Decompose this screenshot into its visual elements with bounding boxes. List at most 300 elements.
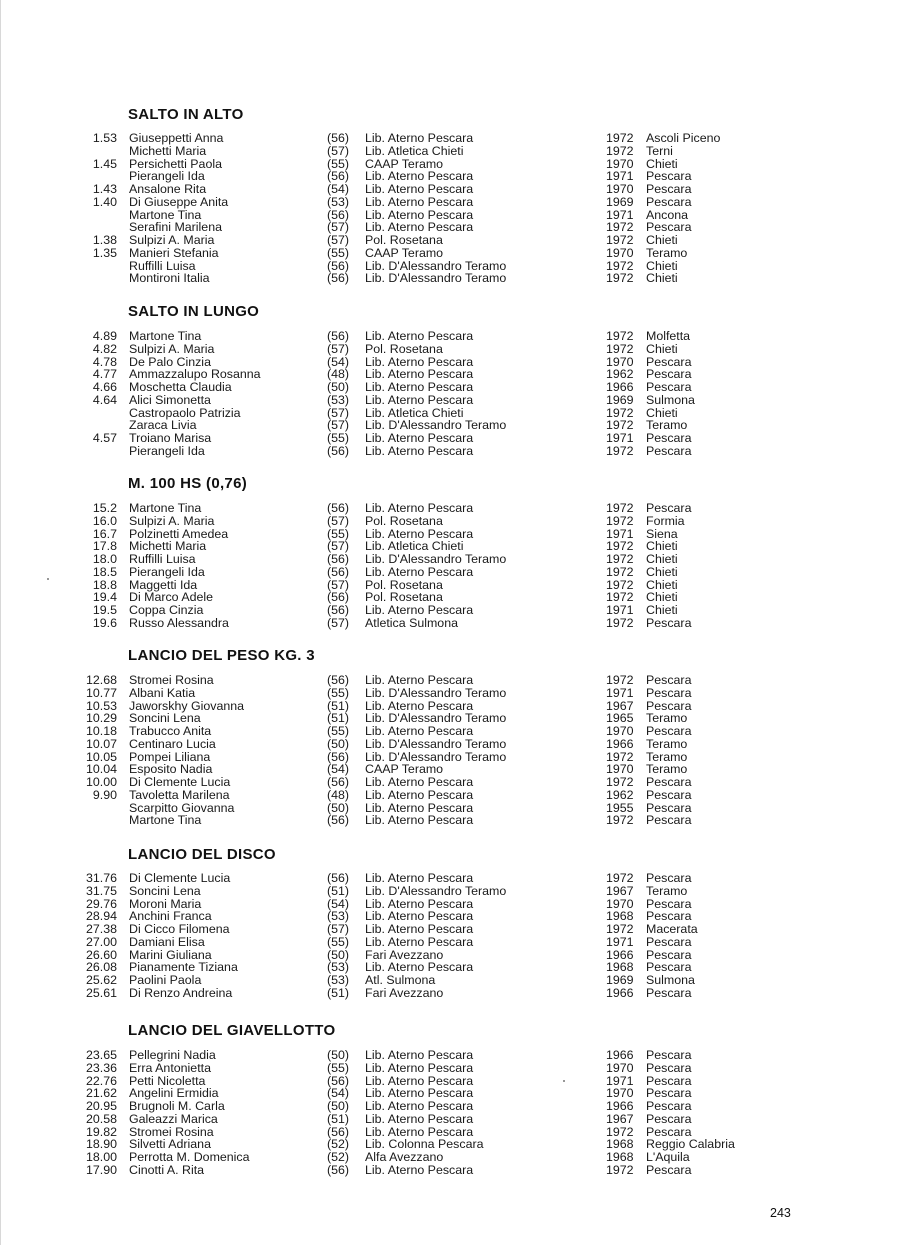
athlete-name: Centinaro Lucia — [129, 736, 216, 751]
result-year: 1972 — [606, 673, 634, 687]
birth-year: (53) — [327, 960, 350, 975]
performance: 15.2 — [92, 501, 117, 515]
venue: Pescara — [646, 367, 692, 382]
performance: 4.66 — [92, 380, 117, 394]
section-title: SALTO IN LUNGO — [128, 303, 260, 320]
venue: Pescara — [646, 909, 692, 924]
club: Pol. Rosetana — [365, 513, 443, 528]
result-year: 1972 — [606, 405, 634, 420]
section-title: LANCIO DEL PESO KG. 3 — [128, 647, 315, 664]
result-row — [0, 885, 900, 898]
birth-year: (56) — [327, 207, 350, 222]
club: Alfa Avezzano — [365, 1150, 444, 1164]
result-row — [0, 1062, 900, 1075]
venue: Molfetta — [646, 329, 691, 343]
club: Lib. D'Alessandro Teramo — [365, 685, 507, 700]
club: Lib. D'Alessandro Teramo — [365, 271, 507, 286]
birth-year: (55) — [327, 245, 350, 260]
result-year: 1966 — [606, 1048, 634, 1062]
birth-year: (56) — [327, 443, 350, 458]
club: Lib. Aterno Pescara — [365, 603, 474, 617]
result-year: 1970 — [606, 1060, 634, 1075]
result-row — [0, 1164, 900, 1177]
performance: 1.45 — [92, 156, 117, 171]
club: Lib. Aterno Pescara — [365, 724, 474, 738]
athlete-name: Erra Antonietta — [129, 1060, 211, 1075]
result-year: 1970 — [606, 182, 634, 196]
result-year: 1969 — [606, 973, 634, 987]
athlete-name: Di Renzo Andreina — [129, 985, 233, 1000]
club: Lib. D'Alessandro Teramo — [365, 418, 507, 433]
section-title: M. 100 HS (0,76) — [128, 475, 248, 492]
club: Lib. Aterno Pescara — [365, 220, 474, 235]
venue: Chieti — [646, 271, 678, 286]
performance: 28.94 — [85, 909, 117, 924]
birth-year: (50) — [327, 380, 350, 394]
result-year: 1962 — [606, 367, 634, 382]
result-year: 1971 — [606, 1073, 634, 1088]
result-row — [0, 987, 900, 1000]
venue: Pescara — [646, 685, 692, 700]
result-year: 1972 — [606, 233, 634, 247]
result-year: 1972 — [606, 552, 634, 566]
athlete-name: Moroni Maria — [129, 896, 202, 911]
athlete-name: Montironi Italia — [129, 271, 210, 286]
birth-year: (53) — [327, 392, 350, 407]
club: Lib. Aterno Pescara — [365, 131, 474, 145]
result-year: 1972 — [606, 143, 634, 158]
result-year: 1970 — [606, 762, 634, 777]
birth-year: (56) — [327, 1124, 350, 1139]
club: Lib. Atletica Chieti — [365, 539, 464, 554]
athlete-name: Troiano Marisa — [129, 431, 212, 445]
club: Lib. Aterno Pescara — [365, 329, 474, 343]
birth-year: (51) — [327, 711, 350, 726]
birth-year: (50) — [327, 947, 350, 962]
birth-year: (57) — [327, 143, 350, 158]
athlete-name: Ruffilli Luisa — [129, 258, 196, 273]
athlete-name: Pompei Liliana — [129, 749, 211, 764]
venue: Pescara — [646, 443, 692, 458]
result-year: 1967 — [606, 1111, 634, 1126]
birth-year: (56) — [327, 871, 350, 885]
athlete-name: Serafini Marilena — [129, 220, 222, 235]
athlete-name: Pierangeli Ida — [129, 443, 205, 458]
result-year: 1970 — [606, 245, 634, 260]
birth-year: (55) — [327, 934, 350, 949]
performance: 12.68 — [85, 673, 117, 687]
result-year: 1965 — [606, 711, 634, 726]
club: Lib. Aterno Pescara — [365, 1162, 474, 1177]
birth-year: (55) — [327, 1060, 350, 1075]
birth-year: (50) — [327, 1048, 350, 1062]
birth-year: (51) — [327, 1111, 350, 1126]
birth-year: (48) — [327, 367, 350, 382]
page-number: 243 — [770, 1206, 791, 1220]
athlete-name: Moschetta Claudia — [129, 380, 232, 394]
athlete-name: Coppa Cinzia — [129, 603, 204, 617]
athlete-name: Ansalone Rita — [129, 182, 207, 196]
club: Lib. Aterno Pescara — [365, 813, 474, 828]
performance: 27.38 — [85, 922, 117, 936]
performance: 1.40 — [92, 194, 117, 209]
result-year: 1970 — [606, 156, 634, 171]
birth-year: (56) — [327, 169, 350, 184]
club: Lib. Atletica Chieti — [365, 143, 464, 158]
athlete-name: Cinotti A. Rita — [129, 1162, 205, 1177]
venue: Chieti — [646, 258, 678, 273]
club: Lib. Aterno Pescara — [365, 1124, 474, 1139]
athlete-name: Michetti Maria — [129, 143, 207, 158]
result-year: 1966 — [606, 985, 634, 1000]
venue: Pescara — [646, 934, 692, 949]
performance: 10.04 — [85, 762, 117, 777]
venue: Chieti — [646, 603, 678, 617]
athlete-name: Pellegrini Nadia — [129, 1048, 216, 1062]
result-year: 1971 — [606, 207, 634, 222]
club: Lib. Colonna Pescara — [365, 1137, 484, 1152]
club: Lib. D'Alessandro Teramo — [365, 749, 507, 764]
venue: Pescara — [646, 615, 692, 630]
performance: 4.77 — [92, 367, 117, 382]
performance: 20.58 — [85, 1111, 117, 1126]
performance: 4.89 — [92, 329, 117, 343]
club: Lib. Aterno Pescara — [365, 1060, 474, 1075]
performance: 10.77 — [85, 685, 117, 700]
birth-year: (56) — [327, 1162, 350, 1177]
result-row — [0, 445, 900, 458]
venue: Pescara — [646, 896, 692, 911]
performance: 19.82 — [85, 1124, 117, 1139]
birth-year: (57) — [327, 418, 350, 433]
venue: Formia — [646, 513, 685, 528]
club: Lib. D'Alessandro Teramo — [365, 258, 507, 273]
venue: Pescara — [646, 985, 692, 1000]
venue: Teramo — [646, 762, 688, 777]
result-row — [0, 272, 900, 285]
athlete-name: Tavoletta Marilena — [129, 787, 230, 802]
athlete-name: Persichetti Paola — [129, 156, 222, 171]
section-title: SALTO IN ALTO — [128, 106, 244, 123]
venue: Terni — [646, 143, 673, 158]
birth-year: (56) — [327, 271, 350, 286]
club: Lib. Aterno Pescara — [365, 392, 474, 407]
athlete-name: Pierangeli Ida — [129, 564, 205, 579]
venue: Chieti — [646, 590, 678, 605]
performance: 1.35 — [92, 245, 117, 260]
venue: Pescara — [646, 787, 692, 802]
performance: 20.95 — [85, 1099, 117, 1113]
result-year: 1970 — [606, 354, 634, 369]
athlete-name: Di Cicco Filomena — [129, 922, 230, 936]
club: Lib. D'Alessandro Teramo — [365, 711, 507, 726]
club: Lib. Aterno Pescara — [365, 673, 474, 687]
club: Lib. Aterno Pescara — [365, 354, 474, 369]
result-year: 1972 — [606, 418, 634, 433]
performance: 18.8 — [92, 577, 117, 592]
venue: Pescara — [646, 220, 692, 235]
birth-year: (57) — [327, 233, 350, 247]
result-year: 1971 — [606, 526, 634, 541]
birth-year: (56) — [327, 564, 350, 579]
venue: Chieti — [646, 233, 678, 247]
performance: 10.53 — [85, 698, 117, 713]
result-year: 1972 — [606, 329, 634, 343]
club: Lib. Aterno Pescara — [365, 800, 474, 815]
result-row — [0, 814, 900, 827]
venue: Pescara — [646, 1124, 692, 1139]
venue: Macerata — [646, 922, 698, 936]
club: Lib. Aterno Pescara — [365, 896, 474, 911]
result-year: 1967 — [606, 698, 634, 713]
athlete-name: Galeazzi Marica — [129, 1111, 218, 1126]
athlete-name: Petti Nicoletta — [129, 1073, 206, 1088]
birth-year: (56) — [327, 603, 350, 617]
venue: Ascoli Piceno — [646, 131, 721, 145]
result-year: 1970 — [606, 896, 634, 911]
club: Lib. Aterno Pescara — [365, 1111, 474, 1126]
performance: 4.64 — [92, 392, 117, 407]
birth-year: (50) — [327, 736, 350, 751]
club: Lib. Atletica Chieti — [365, 405, 464, 420]
result-year: 1968 — [606, 1150, 634, 1164]
venue: Pescara — [646, 354, 692, 369]
performance: 19.4 — [92, 590, 117, 605]
club: Lib. Aterno Pescara — [365, 922, 474, 936]
venue: Pescara — [646, 698, 692, 713]
venue: Chieti — [646, 539, 678, 554]
athlete-name: Angelini Ermidia — [129, 1086, 219, 1101]
club: Lib. D'Alessandro Teramo — [365, 883, 507, 898]
club: Lib. Aterno Pescara — [365, 1048, 474, 1062]
athlete-name: Stromei Rosina — [129, 673, 214, 687]
result-year: 1972 — [606, 443, 634, 458]
club: Lib. Aterno Pescara — [365, 501, 474, 515]
result-year: 1971 — [606, 603, 634, 617]
venue: Pescara — [646, 1060, 692, 1075]
athlete-name: Di Marco Adele — [129, 590, 214, 605]
venue: Pescara — [646, 871, 692, 885]
athlete-name: Polzinetti Amedea — [129, 526, 229, 541]
venue: Pescara — [646, 380, 692, 394]
athlete-name: Esposito Nadia — [129, 762, 213, 777]
birth-year: (54) — [327, 354, 350, 369]
venue: Chieti — [646, 405, 678, 420]
result-year: 1968 — [606, 1137, 634, 1152]
venue: Teramo — [646, 418, 688, 433]
result-year: 1955 — [606, 800, 634, 815]
result-year: 1968 — [606, 960, 634, 975]
performance: 19.6 — [92, 615, 117, 630]
athlete-name: Michetti Maria — [129, 539, 207, 554]
club: Lib. Aterno Pescara — [365, 380, 474, 394]
athlete-name: Jaworskhy Giovanna — [129, 698, 245, 713]
result-year: 1972 — [606, 590, 634, 605]
birth-year: (50) — [327, 800, 350, 815]
club: Lib. Aterno Pescara — [365, 1099, 474, 1113]
performance: 18.90 — [85, 1137, 117, 1152]
section-title: LANCIO DEL DISCO — [128, 846, 276, 863]
result-year: 1972 — [606, 220, 634, 235]
birth-year: (56) — [327, 775, 350, 789]
venue: Siena — [646, 526, 678, 541]
birth-year: (51) — [327, 883, 350, 898]
venue: Pescara — [646, 775, 692, 789]
result-year: 1972 — [606, 513, 634, 528]
athlete-name: Ammazzalupo Rosanna — [129, 367, 261, 382]
club: Lib. Aterno Pescara — [365, 443, 474, 458]
athlete-name: Stromei Rosina — [129, 1124, 214, 1139]
athlete-name: Trabucco Anita — [129, 724, 212, 738]
athlete-name: Sulpizi A. Maria — [129, 513, 215, 528]
result-year: 1970 — [606, 1086, 634, 1101]
result-year: 1966 — [606, 380, 634, 394]
performance: 16.7 — [92, 526, 117, 541]
venue: Pescara — [646, 1111, 692, 1126]
venue: Pescara — [646, 182, 692, 196]
result-year: 1972 — [606, 615, 634, 630]
result-row — [0, 1113, 900, 1126]
venue: Pescara — [646, 194, 692, 209]
venue: Pescara — [646, 169, 692, 184]
athlete-name: Albani Katia — [129, 685, 196, 700]
birth-year: (57) — [327, 615, 350, 630]
club: Lib. Aterno Pescara — [365, 564, 474, 579]
athlete-name: Anchini Franca — [129, 909, 212, 924]
birth-year: (57) — [327, 341, 350, 356]
result-row — [0, 617, 900, 630]
club: Lib. Aterno Pescara — [365, 960, 474, 975]
birth-year: (54) — [327, 182, 350, 196]
venue: Chieti — [646, 552, 678, 566]
club: Fari Avezzano — [365, 985, 444, 1000]
result-row — [0, 247, 900, 260]
venue: Pescara — [646, 947, 692, 962]
athlete-name: Marini Giuliana — [129, 947, 212, 962]
result-year: 1972 — [606, 813, 634, 828]
birth-year: (57) — [327, 220, 350, 235]
birth-year: (56) — [327, 131, 350, 145]
performance: 10.00 — [85, 775, 117, 789]
birth-year: (57) — [327, 539, 350, 554]
birth-year: (53) — [327, 194, 350, 209]
result-year: 1967 — [606, 883, 634, 898]
club: Lib. Aterno Pescara — [365, 169, 474, 184]
result-year: 1970 — [606, 724, 634, 738]
venue: Ancona — [646, 207, 689, 222]
birth-year: (56) — [327, 329, 350, 343]
performance: 9.90 — [92, 787, 117, 802]
birth-year: (57) — [327, 577, 350, 592]
venue: Sulmona — [646, 392, 695, 407]
club: Lib. Aterno Pescara — [365, 698, 474, 713]
result-row — [0, 145, 900, 158]
result-year: 1966 — [606, 736, 634, 751]
birth-year: (55) — [327, 156, 350, 171]
birth-year: (51) — [327, 698, 350, 713]
club: Pol. Rosetana — [365, 577, 443, 592]
athlete-name: Martone Tina — [129, 207, 202, 222]
birth-year: (54) — [327, 1086, 350, 1101]
venue: Reggio Calabria — [646, 1137, 735, 1152]
venue: Pescara — [646, 800, 692, 815]
performance: 4.57 — [92, 431, 117, 445]
birth-year: (55) — [327, 526, 350, 541]
result-row — [0, 196, 900, 209]
athlete-name: Martone Tina — [129, 501, 202, 515]
result-row — [0, 738, 900, 751]
athlete-name: Soncini Lena — [129, 711, 201, 726]
athlete-name: Paolini Paola — [129, 973, 202, 987]
birth-year: (56) — [327, 749, 350, 764]
club: Lib. Aterno Pescara — [365, 431, 474, 445]
result-year: 1972 — [606, 501, 634, 515]
club: Lib. Aterno Pescara — [365, 526, 474, 541]
venue: Pescara — [646, 724, 692, 738]
venue: Pescara — [646, 673, 692, 687]
result-year: 1972 — [606, 1162, 634, 1177]
result-year: 1972 — [606, 577, 634, 592]
venue: Teramo — [646, 736, 688, 751]
venue: Chieti — [646, 341, 678, 356]
club: Atletica Sulmona — [365, 615, 458, 630]
club: CAAP Teramo — [365, 762, 444, 777]
club: Lib. Aterno Pescara — [365, 934, 474, 949]
club: Lib. D'Alessandro Teramo — [365, 736, 507, 751]
birth-year: (57) — [327, 513, 350, 528]
athlete-name: Alici Simonetta — [129, 392, 211, 407]
athlete-name: Manieri Stefania — [129, 245, 219, 260]
venue: Teramo — [646, 749, 688, 764]
result-year: 1972 — [606, 871, 634, 885]
result-row — [0, 343, 900, 356]
birth-year: (52) — [327, 1137, 350, 1152]
performance: 25.62 — [85, 973, 117, 987]
venue: Pescara — [646, 1073, 692, 1088]
birth-year: (52) — [327, 1150, 350, 1164]
club: Lib. Aterno Pescara — [365, 367, 474, 382]
venue: L'Aquila — [646, 1150, 690, 1164]
birth-year: (55) — [327, 685, 350, 700]
athlete-name: Sulpizi A. Maria — [129, 233, 215, 247]
athlete-name: Martone Tina — [129, 329, 202, 343]
result-year: 1972 — [606, 258, 634, 273]
result-year: 1962 — [606, 787, 634, 802]
result-year: 1972 — [606, 341, 634, 356]
club: Pol. Rosetana — [365, 233, 443, 247]
performance: 18.00 — [85, 1150, 117, 1164]
result-row — [0, 789, 900, 802]
result-year: 1972 — [606, 1124, 634, 1139]
result-year: 1969 — [606, 194, 634, 209]
result-year: 1971 — [606, 934, 634, 949]
athlete-name: Brugnoli M. Carla — [129, 1099, 225, 1113]
birth-year: (56) — [327, 590, 350, 605]
birth-year: (50) — [327, 1099, 350, 1113]
performance: 25.61 — [85, 985, 117, 1000]
venue: Pescara — [646, 1162, 692, 1177]
athlete-name: Silvetti Adriana — [129, 1137, 211, 1152]
venue: Teramo — [646, 883, 688, 898]
athlete-name: De Palo Cinzia — [129, 354, 211, 369]
athlete-name: Di Clemente Lucia — [129, 775, 231, 789]
result-year: 1971 — [606, 685, 634, 700]
result-row — [0, 936, 900, 949]
birth-year: (55) — [327, 724, 350, 738]
performance: 10.18 — [85, 724, 117, 738]
result-year: 1969 — [606, 392, 634, 407]
athlete-name: Russo Alessandra — [129, 615, 229, 630]
